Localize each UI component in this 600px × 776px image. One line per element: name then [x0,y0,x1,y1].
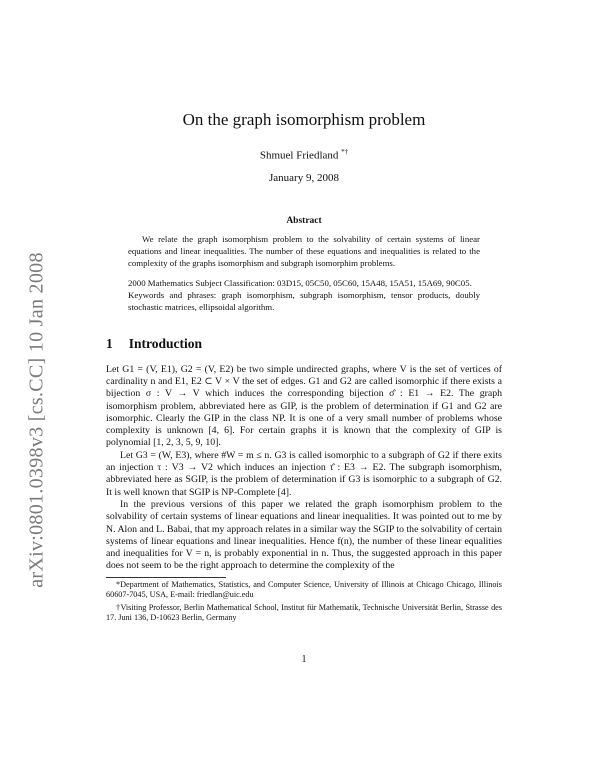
section-number: 1 [106,335,113,351]
section-heading [106,336,502,352]
arxiv-stamp-text: arXiv:0801.0398v3 [cs.CC] 10 Jan 2008 [25,252,48,588]
section-title: Introduction [128,335,203,351]
keywords: Keywords and phrases: graph isomorphism, subgraph isomorphism, tensor products, doubly stochastic matrices, ellipsoidal algorithm. [128,289,480,312]
paragraph-2: Let G3 = (W, E3), where #W = m ≤ n. G3 is called isomorphic to a subgraph of G2 if there exits an injection τ : V3 → V2 which induces an injection τ̂ : E3 → E2. The subgraph isomorphism, abbreviated here as SGIP, is the problem of determination if G3 is isomorphic to a subgraph of G2. It is well known that SGIP is NP-Complete [4]. [106,449,502,498]
footnote-2: †Visiting Professor, Berlin Mathematical School, Institut für Mathematik, Technische Universität Berlin, Strasse des 17. Juni 136, D-10623 Berlin, Germany [106,602,502,623]
author-name: Shmuel Friedland [259,149,339,162]
abstract-heading: Abstract [286,215,322,226]
abstract-text: We relate the graph isomorphism problem to the solvability of certain systems of linear equations and linear inequalities. The number of these equations and inequalities is related to the complexity of the graphs isomorphism and subgraph isomorphim problems. [128,233,480,268]
paper-page [106,0,502,665]
section-body [106,364,502,573]
msc-classification: 2000 Mathematics Subject Classification: 03D15, 05C50, 05C60, 15A48, 15A51, 15A69, 90C05. [128,277,472,288]
footnote-rule [106,577,226,578]
abstract [128,233,480,313]
arxiv-stamp [22,205,52,635]
author-footnote-marks: *† [341,148,349,156]
paper-title: On the graph isomorphism problem [182,110,426,129]
page-number: 1 [301,653,307,665]
paragraph-3: In the previous versions of this paper we related the graph isomorphism problem to the solvability of certain systems of linear equations and linear inequalities. It was pointed out to me by N. Alon and L. Babai, that my approach relates in a similar way the SGIP to the solvability of certain systems of linear equations and linear inequalities. Hence f(n), the number of these linear equalities and inequalities for V = n, is probably exponential in n. Thus, the suggested approach in this paper does not seem to be the right approach to determine the complexity of the [106,498,502,572]
paper-author [106,148,502,162]
paper-date: January 9, 2008 [269,171,339,184]
paragraph-1: Let G1 = (V, E1), G2 = (V, E2) be two simple undirected graphs, where V is the set of vertices of cardinality n and E1, E2 ⊂ V × V the set of edges. G1 and G2 are called isomorphic if there exists a bijection σ : V → V which induces the corresponding bijection σ̂ : E1 → E2. The graph isomorphism problem, abbreviated here as GIP, is the problem of determination if G1 and G2 are isomorphic. Clearly the GIP in the class NP. It is one of a very small number of problems whose complexity is unknown [4, 6]. For certain graphs it is known that the complexity of GIP is polynomial [1, 2, 3, 5, 9, 10]. [106,363,502,449]
footnote-1: *Department of Mathematics, Statistics, and Computer Science, University of Illinois at Chicago Chicago, Illinois 60607-7045, USA, E-mail: friedlan@uic.edu [106,579,502,600]
